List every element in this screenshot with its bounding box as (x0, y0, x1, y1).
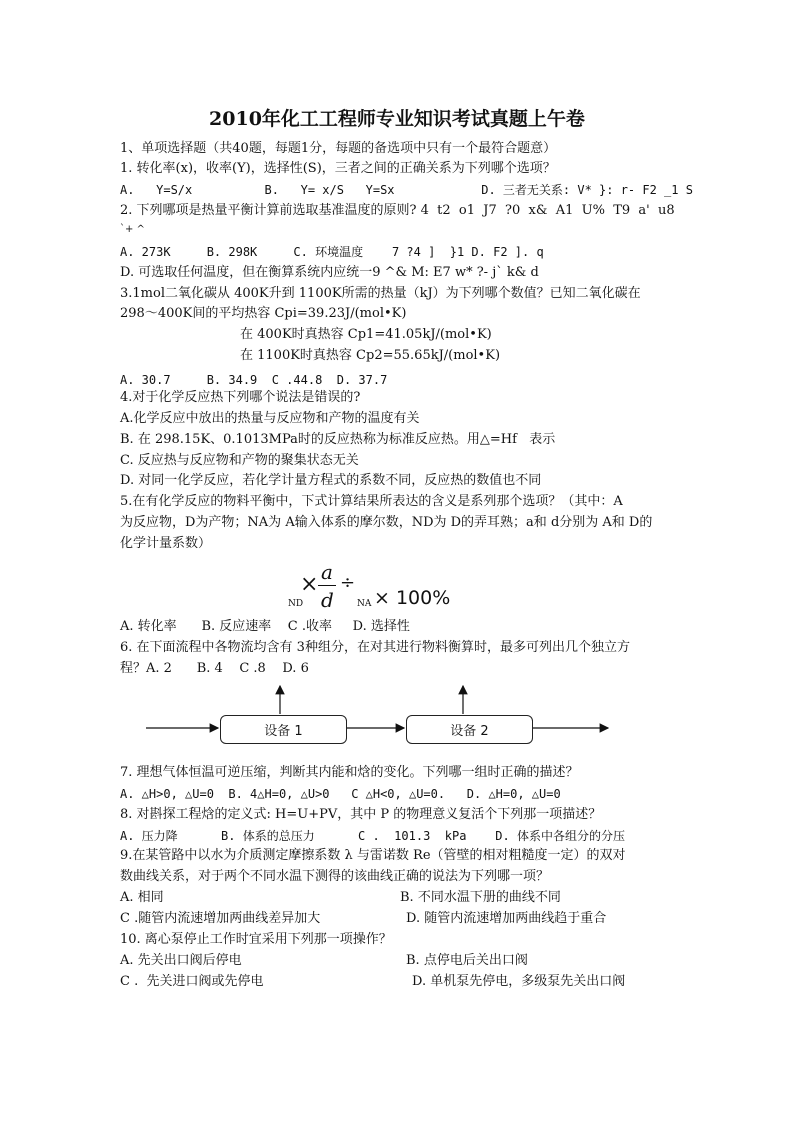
question-4: 4.对于化学反应热下列哪个说法是错误的? (120, 390, 361, 405)
question-4-option-a: A.化学反应中放出的热量与反应物和产物的温度有关 (120, 411, 420, 426)
question-4-option-c: C. 反应热与反应物和产物的聚集状态无关 (120, 453, 359, 468)
unit-2-box: 设备 2 (406, 715, 533, 744)
formula-na: NA (357, 599, 372, 609)
question-3-cp2: 在 1100K时真热容 Cp2=55.65kJ/(mol•K) (240, 348, 501, 363)
question-8: 8. 对斟探工程焓的定义式: H=U+PV，其中 P 的物理意义复活个下列那一项描述？ (120, 807, 602, 822)
question-9-cont: 数曲线关系，对于两个不同水温下测得的该曲线正确的说法为下列哪一项？ (120, 869, 550, 884)
question-7: 7. 理想气体恒温可逆压缩，判断其内能和焓的变化。下列哪一组时正确的描述？ (120, 765, 579, 780)
question-1-options: A. Y=S/x B. Y= x/S Y=Sx D. 三者无关系: V* }: r- F2 _1 S (120, 183, 693, 197)
question-9: 9.在某管路中以水为介质测定摩擦系数 λ 与雷诺数 Re（管壁的相对粗糙度一定）的双对 (120, 848, 626, 863)
fraction-bar (318, 585, 336, 586)
question-9-option-b: B. 不同水温下册的曲线不同 (400, 890, 561, 905)
unit-1-box: 设备 1 (220, 715, 347, 744)
question-5-cont: 为反应物，D为产物；NA为 A输入体系的摩尔数，ND为 D的弄耳熟；a和 d分别为 A和 D的 (120, 515, 653, 530)
question-3-cp1: 在 400K时真热容 Cp1=41.05kJ/(mol•K) (240, 327, 492, 342)
question-1: 1. 转化率(x)，收率(Y)，选择性(S)，三者之间的正确关系为下列哪个选项？ (120, 161, 556, 176)
formula-percent: × 100% (374, 587, 451, 609)
formula-numerator: a (321, 560, 333, 584)
question-6: 6. 在下面流程中各物流均含有 3种组分，在对其进行物料衡算时，最多可列出几个独立方 (120, 640, 630, 655)
question-5: 5.在有化学反应的物料平衡中，下式计算结果所表达的含义是系列那个选项？（其中：A (120, 494, 623, 509)
question-8-options: A. 压力降 B. 体系的总压力 C . 101.3 kPa D. 体系中各组分的分压 (120, 829, 625, 843)
question-2-option-d: D. 可选取任何温度，但在衡算系统内应统一9 ^& M: E7 w* ?- j` k& d (120, 265, 539, 280)
question-2: 2. 下列哪项是热量平衡计算前选取基准温度的原则? 4 t2 o1 J7 ?0 x& A1 U% T9 a' u8 (120, 203, 675, 218)
formula-times: × (300, 572, 319, 597)
formula-denominator: d (321, 588, 334, 612)
question-10-option-a: A. 先关出口阀后停电 (120, 953, 242, 968)
flow-diagram (140, 680, 620, 760)
question-7-options: A. △H>0, △U=0 B. 4△H=0, △U>0 C △H<0, △U=0. D. △H=0, △U=0 (120, 787, 561, 801)
question-9-option-d: D. 随管内流速增加两曲线趋于重合 (406, 911, 607, 926)
question-3: 3.1mol二氧化碳从 400K升到 1100K所需的热量（kJ）为下列哪个数值？已知二氧化碳在 (120, 286, 641, 301)
question-3-cont: 298～400K间的平均热容 Cpi=39.23J/(mol•K) (120, 306, 407, 321)
question-3-options: A. 30.7 B. 34.9 C .44.8 D. 37.7 (120, 373, 388, 387)
question-10-option-c: C . 先关进口阀或先停电 (120, 974, 264, 989)
question-5-options: A. 转化率 B. 反应速率 C .收率 D. 选择性 (120, 619, 410, 634)
question-4-option-b: B. 在 298.15K、0.1013MPa时的反应热称为标准反应热。用△=Hf 表示 (120, 432, 556, 447)
question-5-cont2: 化学计量系数） (120, 536, 212, 551)
formula-divide: ÷ (340, 572, 356, 593)
question-10-option-d: D. 单机泵先停电，多级泵先关出口阀 (412, 974, 626, 989)
question-10: 10. 离心泵停止工作时宜采用下列那一项操作？ (120, 932, 392, 947)
question-6-cont: 程？A. 2 B. 4 C .8 D. 6 (120, 661, 309, 676)
question-9-option-a: A. 相同 (120, 890, 164, 905)
section-heading: 1、单项选择题（共40题，每题1分，每题的备选项中只有一个最符合题意） (120, 141, 557, 156)
page-title: 2010年化工工程师专业知识考试真题上午卷 (209, 108, 585, 130)
question-4-option-d: D. 对同一化学反应，若化学计量方程式的系数不同，反应热的数值也不同 (120, 473, 542, 488)
formula-nd: ND (288, 599, 304, 609)
question-2-options: A. 273K B. 298K C. 环境温度 7 ?4 ] }1 D. F2 ]. q (120, 245, 544, 259)
question-9-option-c: C .随管内流速增加两曲线差异加大 (120, 911, 321, 926)
question-10-option-b: B. 点停电后关出口阀 (406, 953, 528, 968)
question-2-noise: `+ ^ (120, 224, 145, 235)
